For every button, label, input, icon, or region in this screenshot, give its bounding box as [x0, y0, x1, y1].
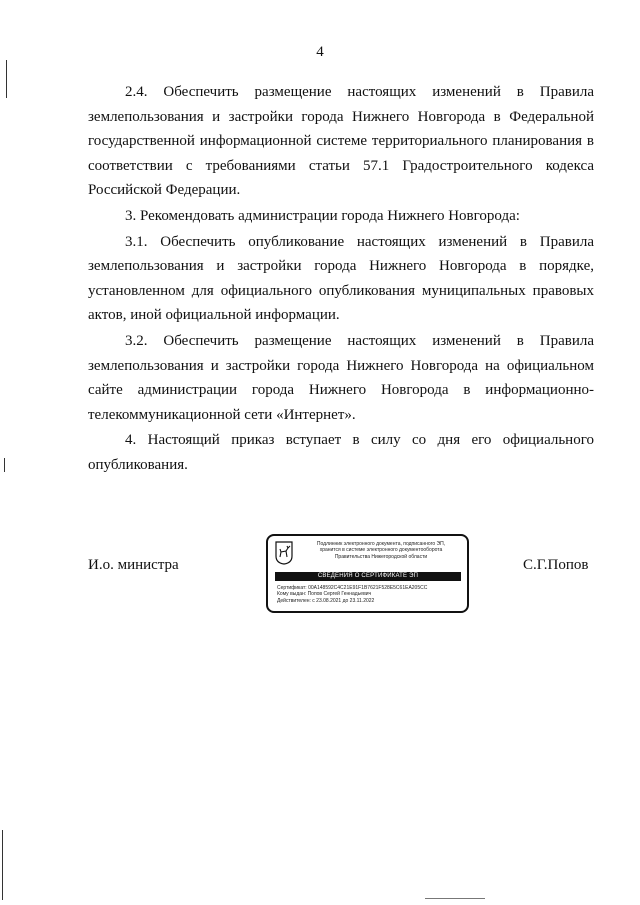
signatory-name: С.Г.Попов: [523, 557, 589, 573]
signatory-position: И.о. министра: [88, 557, 179, 573]
stamp-header-line: Правительства Нижегородской области: [334, 553, 428, 560]
paragraph-3-1: 3.1. Обеспечить опубликование настоящих изменений в Правила землепользования и застройки города Нижнего Новгорода в порядке, установленном для официального опубликования муниципальных правовых актов, иной официальной информации.: [88, 233, 594, 324]
stamp-title: СВЕДЕНИЯ О СЕРТИФИКАТЕ ЭП: [275, 572, 461, 581]
stamp-header-line: Подлинник электронного документа, подписанного ЭП,: [316, 541, 446, 547]
paragraph-3-2: 3.2. Обеспечить размещение настоящих изменений в Правила землепользования и застройки города Нижнего Новгорода на официальном сайте администрации города Нижнего Новгорода в информационно-телекоммуникационной сети «Интернет».: [88, 332, 594, 423]
paragraph-3: 3. Рекомендовать администрации города Нижнего Новгорода:: [125, 207, 520, 224]
scan-edge-mark: [2, 830, 3, 900]
certificate-owner: Кому выдан: Попов Сергей Геннадьевич: [277, 591, 372, 598]
scan-edge-mark: [425, 898, 485, 899]
paragraph-4: 4. Настоящий приказ вступает в силу со дня его официального опубликования.: [88, 432, 594, 473]
document-body: [88, 80, 594, 478]
stamp-header-line: хранится в системе электронного документооборота: [319, 547, 443, 554]
certificate-number: Сертификат: 00A148592C4C21E91F1B7621F528E5C61EA205CC: [277, 585, 428, 591]
digital-signature-stamp: [266, 534, 469, 613]
scan-edge-mark: [4, 458, 5, 472]
deer-emblem-icon: [275, 541, 293, 565]
stamp-header: [298, 541, 464, 560]
certificate-validity: Действителен: с 23.08.2021 до 23.11.2022: [277, 597, 375, 604]
scan-edge-mark: [6, 60, 7, 98]
paragraph-2-4: 2.4. Обеспечить размещение настоящих изменений в Правила землепользования и застройки города Нижнего Новгорода в Федеральной государственной информационной системе территориального планирования в соответствии с требованиями статьи 57.1 Градостроительного кодекса Российской Федерации.: [88, 84, 594, 199]
stamp-details: [277, 585, 463, 604]
page-number: 4: [316, 44, 324, 60]
